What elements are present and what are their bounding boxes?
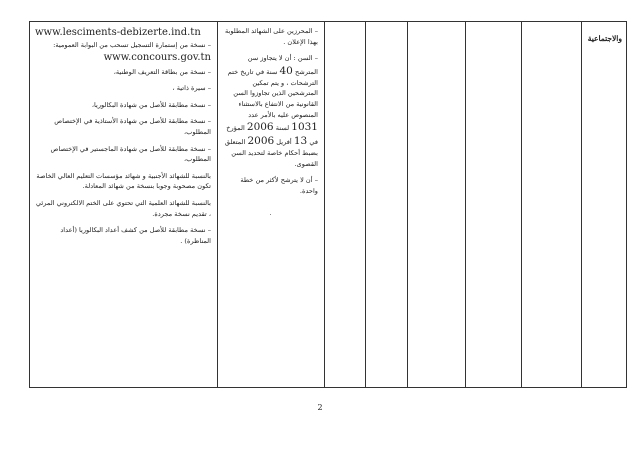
condition-1: – المحرزين على الشهائد المطلوبة بهذا الإعلان . <box>225 27 318 46</box>
portal-url[interactable]: www.concours.gov.tn <box>103 51 211 63</box>
doc-4: – نسخة مطابقة للأصل من شهادة البكالوريا، <box>91 100 211 109</box>
website-url[interactable]: www.lesciments-debizerte.ind.tn <box>35 27 201 38</box>
empty-cell-4 <box>366 22 408 388</box>
empty-cell-2 <box>466 22 522 388</box>
doc-6: – نسخة مطابقة للأصل من شهادة الماجستير في الإختصاص المطلوب، <box>50 144 211 164</box>
doc-8: بالنسبة للشهائد العلمية التي تحتوي على الختم الالكتروني المرئي ، تقديم نسخة مجردة. <box>35 198 211 218</box>
doc-1: – نسخة من إستمارة التسجيل تسحب من البوابة العمومية: www.concours.gov.tn <box>53 41 211 63</box>
doc-7: بالنسبة للشهائد الأجنبية و شهائد مؤسسات التعليم العالي الخاصة تكون مصحوبة وجوبا بنسخة من شهائد المعادلة. <box>36 171 211 191</box>
condition-3: – أن لا يترشح لأكثر من خطة واحدة. <box>240 176 318 195</box>
page-number: 2 <box>317 403 323 412</box>
documents-cell <box>30 22 218 388</box>
doc-2: – نسخة من بطاقة التعريف الوطنية، <box>113 67 211 76</box>
row-label-cell <box>582 22 627 388</box>
documents-text <box>30 22 217 246</box>
doc-9: – نسخة مطابقة للأصل من كشف أعداد البكالوريا (أعداد المناظرة) . <box>60 226 211 245</box>
dot-mark: . <box>269 209 272 217</box>
conditions-cell <box>218 22 325 388</box>
doc-3: – سيرة ذاتية ، <box>172 84 211 93</box>
conditions-text <box>218 22 324 219</box>
requirements-table <box>29 21 627 388</box>
empty-cell-5 <box>325 22 366 388</box>
doc-5: – نسخة مطابقة للأصل من شهادة الأستاذية في الإختصاص المطلوب، <box>54 117 211 136</box>
row-label: والاجتماعية <box>587 34 622 43</box>
condition-2: – السن : أن لا يتجاوز سن المترشح 40 سنة في تاريخ ختم الترشحات ، و يتم تمكين المترشحين الذين تجاوزوا السن القانونية من الانتفاع بالاستثناء المنصوص عليه بالأمر عدد 1031 لسنة 2006 المؤرخ في 13 أفريل 2006 المتعلق بضبط أحكام خاصة لتحديد السن القصوى. <box>224 54 318 168</box>
empty-cell-3 <box>408 22 466 388</box>
empty-cell-1 <box>522 22 582 388</box>
